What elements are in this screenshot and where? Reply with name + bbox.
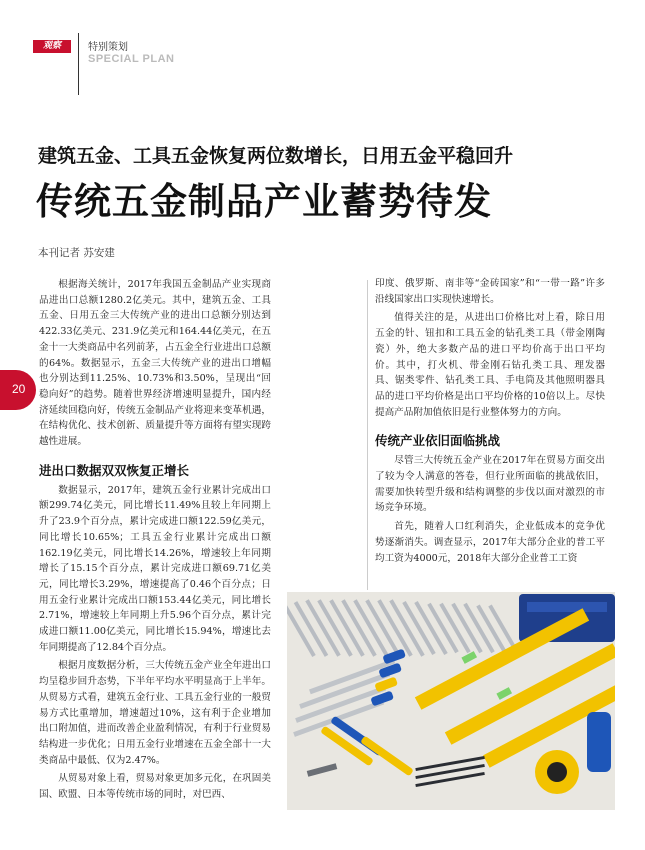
column-divider: [367, 280, 368, 590]
article-byline: 本刊记者 苏安建: [38, 247, 115, 259]
paragraph: 数据显示，2017年，建筑五金行业累计完成出口额299.74亿美元，同比增长11.49%且较上年同期上升了23.9个百分点，累计完成进口额122.59亿美元，同比增长10.65%；工具五金行业累计完成出口额162.19亿美元，同比增长14.26%，增速较上年同期增长了15.15个百分点，累计完成进口额69.71亿美元，同比增长3.29%，增速提高了0.46个百分点；日用五金行业累计完成出口额153.44亿美元，同比增长2.71%，增速较上年同期上升5.96个百分点，累计完成进口额11.00亿美元，同比增长15.94%，增速比去年同期提高了12.84个百分点。: [39, 484, 271, 653]
paragraph: 印度、俄罗斯、南非等“金砖国家”和“一带一路”许多沿线国家出口实现快速增长。: [375, 278, 605, 305]
left-column: [39, 277, 271, 803]
paragraph: 尽管三大传统五金产业在2017年在贸易方面交出了较为令人满意的答卷，但行业所面临的挑战依旧，需要加快转型升级和结构调整的步伐以面对激烈的市场竞争环境。: [375, 455, 605, 514]
paragraph: 根据月度数据分析，三大传统五金产业全年进出口均呈稳步回升态势，下半年平均水平明显高于上半年。从贸易方式看，建筑五金行业、工具五金行业的一般贸易方式比重增加，增速超过10%，这有利于企业增加出口附加值，进而改善企业盈利情况，有利于行业贸易结构进一步优化；日用五金行业增速在五金全部十一大类商品中最低、仅为2.47%。: [39, 660, 271, 766]
page-number: 20: [12, 382, 26, 396]
section-heading: 进出口数据双双恢复正增长: [39, 462, 190, 478]
right-column: [375, 276, 605, 566]
tools-photo: [287, 592, 615, 810]
utility-knife-icon: [587, 712, 611, 772]
section-heading: 传统产业依旧面临挑战: [375, 433, 501, 449]
tools-illustration: [287, 592, 615, 810]
section-tag: 观察: [33, 40, 71, 53]
paragraph: 首先，随着人口红利消失，企业低成本的竞争优势逐渐消失。调查显示，2017年大部分企业的普工平均工资为4000元，2018年大部分企业普工工资: [375, 521, 605, 564]
paragraph: 从贸易对象上看，贸易对象更加多元化，在巩固美国、欧盟、日本等传统市场的同时，对巴西、: [39, 773, 271, 801]
section-title-en: SPECIAL PLAN: [88, 53, 175, 65]
paragraph: 值得关注的是，从进出口价格比对上看，除日用五金的针、钮扣和工具五金的钻孔类工具（带金刚陶瓷）外，绝大多数产品的进口平均价高于出口平均价。其中，打火机、带金刚石钻孔类工具、理发器具、锯类零件、钻孔类工具、手电筒及其他照明器具品的进口平均价格是出口平均价格的10倍以上。尽快提高产品附加值依旧是行业整体努力的方向。: [375, 312, 605, 418]
paragraph: 根据海关统计，2017年我国五金制品产业实现商品进出口总额1280.2亿美元。其中，建筑五金、工具五金、日用五金三大传统产业的进出口总额分别达到422.33亿美元、231.9亿美元和164.44亿美元，在五金十一大类商品中名列前茅，占五金全行业进出口总额的64%。数据显示，五金三大传统产业的进出口增幅也分别达到11.25%、10.73%和3.50%，呈现出“回稳向好”的趋势。随着世界经济增速明显提升，国内经济延续回稳向好，传统五金制品产业将迎来变革机遇，在结构优化、技术创新、质量提升等方面将有望实现跨越性进展。: [39, 279, 271, 448]
header-divider: [78, 33, 79, 95]
section-title-cn: 特别策划: [88, 42, 128, 53]
article-subheadline: 建筑五金、工具五金恢复两位数增长，日用五金平稳回升: [38, 145, 514, 167]
article-headline: 传统五金制品产业蓄势待发: [36, 179, 492, 223]
